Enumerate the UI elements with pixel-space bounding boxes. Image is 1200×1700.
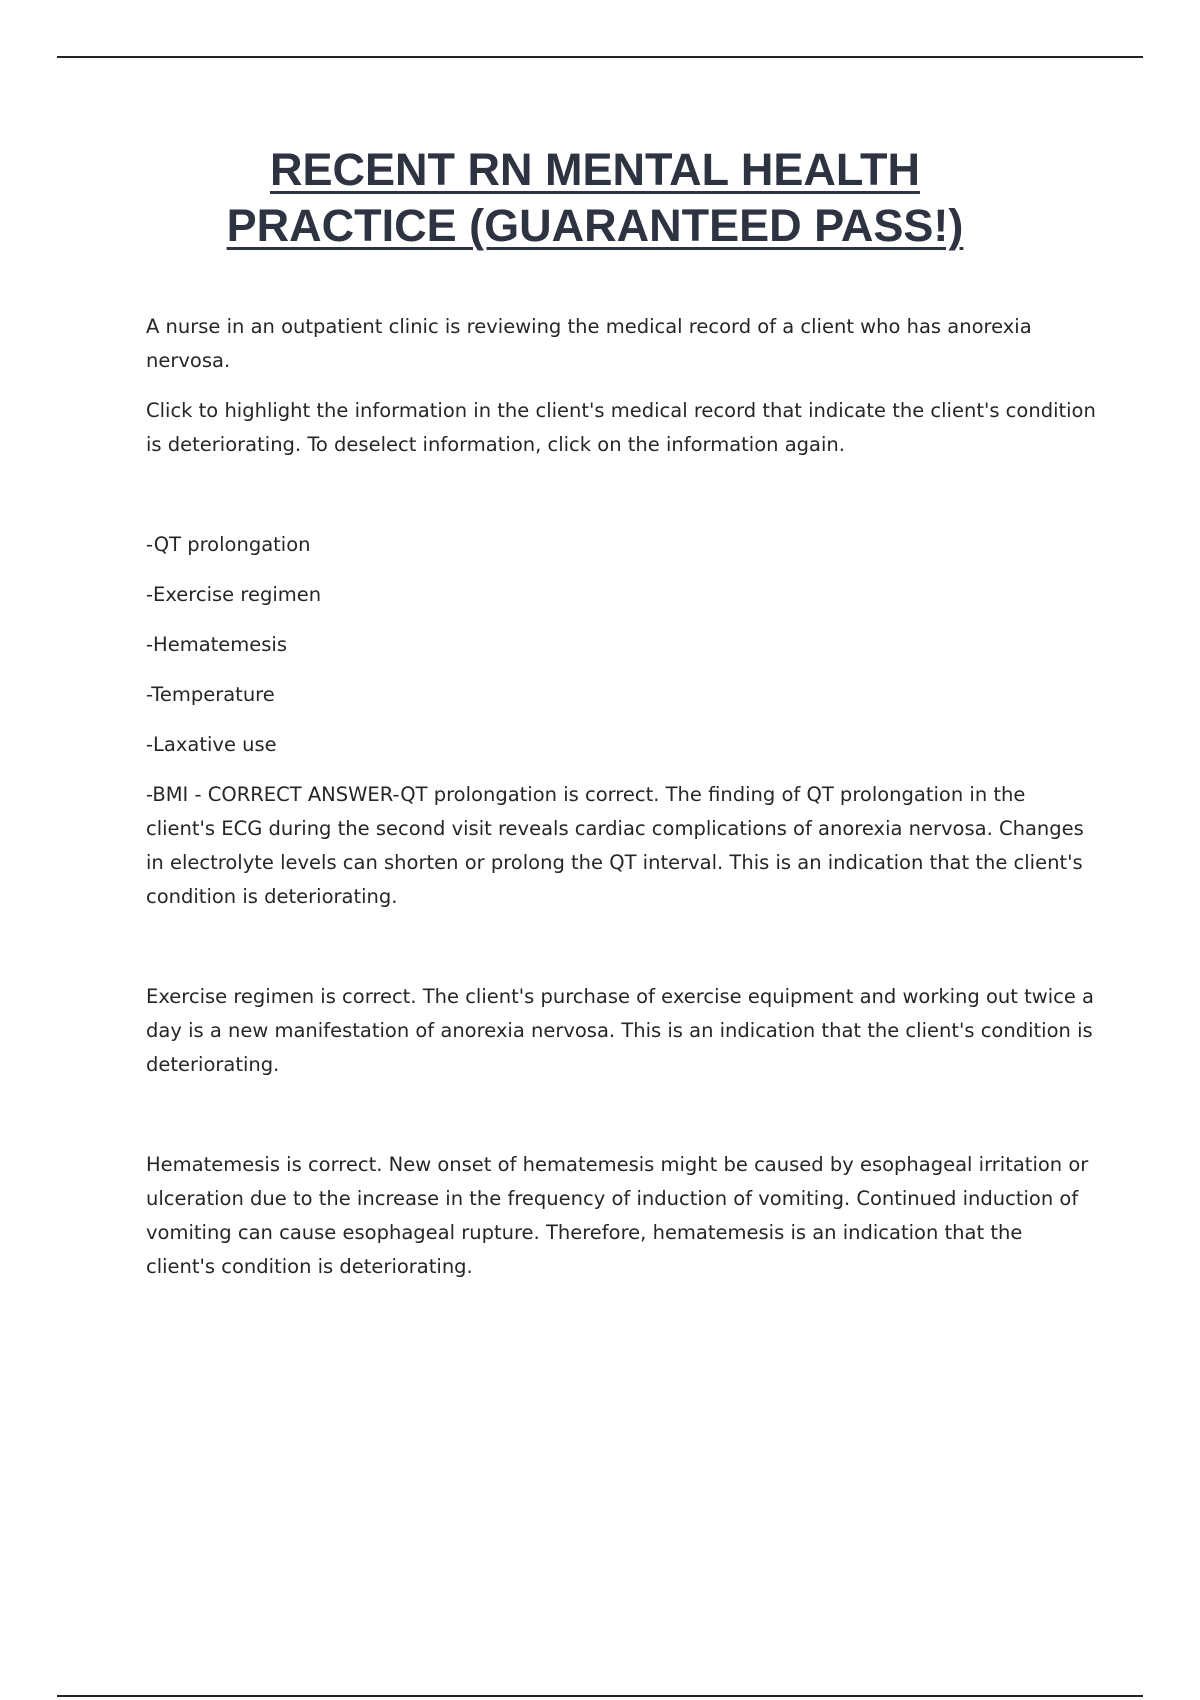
bottom-divider <box>57 1695 1143 1697</box>
question-intro: A nurse in an outpatient clinic is reviewing the medical record of a client who has anorexia nervosa. <box>146 315 1032 372</box>
spacer <box>146 478 1096 528</box>
top-divider <box>57 56 1143 58</box>
page-title <box>0 142 1190 254</box>
spacer <box>146 1098 1096 1148</box>
spacer <box>146 930 1096 980</box>
question-instruction: Click to highlight the information in the client's medical record that indicate the client's condition is deteriorating. To deselect information, click on the information again. <box>146 399 1096 456</box>
answer-option: -Laxative use <box>146 733 277 756</box>
answer-option: -Temperature <box>146 683 275 706</box>
answer-option: -QT prolongation <box>146 533 311 556</box>
title-line-2: PRACTICE (GUARANTEED PASS!) <box>226 200 964 251</box>
answer-option: -Hematemesis <box>146 633 288 656</box>
correct-answer-paragraph: -BMI - CORRECT ANSWER-QT prolongation is correct. The finding of QT prolongation in the client's ECG during the second visit reveals cardiac complications of anorexia nervosa. Changes in electrolyte levels can shorten or prolong the QT interval. This is an indication that the client's condition is deteriorating. <box>146 783 1084 908</box>
answer-option: -Exercise regimen <box>146 583 322 606</box>
document-body <box>146 310 1096 1300</box>
title-line-1: RECENT RN MENTAL HEALTH <box>270 144 920 195</box>
exercise-explanation: Exercise regimen is correct. The client's purchase of exercise equipment and working out twice a day is a new manifestation of anorexia nervosa. This is an indication that the client's condition is deteriorating. <box>146 985 1095 1076</box>
hematemesis-explanation: Hematemesis is correct. New onset of hematemesis might be caused by esophageal irritation or ulceration due to the increase in the frequency of induction of vomiting. Continued induction of vomiting can cause esophageal rupture. Therefore, hematemesis is an indication that the client's condition is deteriorating. <box>146 1153 1089 1278</box>
